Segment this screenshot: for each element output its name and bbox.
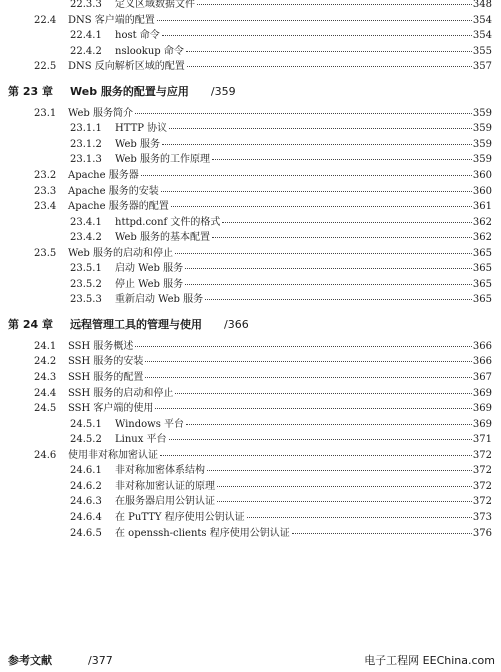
toc-number: 22.4.2 [70, 45, 102, 57]
toc-subsection-row[interactable] [0, 137, 501, 153]
toc-title: 非对称加密认证的原理 [115, 479, 216, 495]
toc-title: httpd.conf 文件的格式 [115, 215, 221, 231]
chapter-title: 远程管理工具的管理与使用 [70, 317, 202, 331]
dot-leader [217, 500, 472, 502]
toc-page-number: 359 [472, 154, 492, 166]
toc-page-number: 367 [472, 372, 492, 383]
toc-title: 在 PuTTY 程序使用公钥认证 [115, 510, 246, 526]
toc-subsection-row[interactable] [0, 417, 501, 433]
dot-leader [175, 392, 471, 394]
toc-subsection-row[interactable] [0, 28, 501, 44]
chapter-heading[interactable] [8, 82, 236, 102]
toc-number: 23.4 [34, 201, 57, 213]
dot-leader [160, 454, 472, 456]
toc-subsection-row[interactable] [0, 494, 501, 510]
toc-title: Web 服务的启动和停止 [68, 246, 174, 262]
dot-leader [169, 127, 472, 129]
toc-title: 定义区域数据文件 [115, 0, 196, 13]
toc-subsection-row[interactable] [0, 152, 501, 168]
toc-title: Apache 服务的安装 [68, 184, 160, 200]
dot-leader [171, 205, 472, 207]
chapter-title: Web 服务的配置与应用 [70, 84, 189, 98]
toc-number: 23.1.3 [70, 154, 102, 166]
toc-title: Linux 平台 [115, 432, 168, 448]
toc-section-row[interactable] [0, 448, 501, 464]
toc-title: 使用非对称加密认证 [68, 448, 159, 464]
toc-section-row[interactable] [0, 354, 501, 370]
dot-leader [197, 3, 472, 5]
toc-number: 24.5 [34, 403, 57, 415]
toc-title: Windows 平台 [115, 417, 185, 433]
dot-leader [161, 190, 472, 192]
dot-leader [141, 174, 472, 176]
toc-title: 非对称加密体系结构 [115, 463, 206, 479]
dot-leader [186, 50, 472, 52]
toc-page-number: 360 [472, 185, 492, 197]
toc-number: 23.2 [34, 169, 57, 181]
toc-page-number: 362 [472, 216, 492, 228]
toc-section-row[interactable] [0, 13, 501, 29]
toc-title: Web 服务简介 [68, 106, 134, 122]
toc-title: 在服务器启用公钥认证 [115, 494, 216, 510]
toc-number: 24.2 [34, 356, 57, 368]
toc-subsection-row[interactable] [0, 230, 501, 246]
dot-leader [145, 360, 471, 362]
toc-number: 24.6.3 [70, 496, 102, 508]
toc-page-number: 365 [472, 278, 492, 290]
toc-section-row[interactable] [0, 59, 501, 75]
chapter-page: /359 [210, 84, 236, 98]
toc-subsection-row[interactable] [0, 121, 501, 137]
toc-subsection-row[interactable] [0, 44, 501, 60]
toc-title: Apache 服务器 [68, 168, 140, 184]
toc-section-row[interactable] [0, 184, 501, 200]
dot-leader [247, 516, 472, 518]
toc-number: 23.3 [34, 185, 57, 197]
toc-title: HTTP 协议 [115, 121, 168, 137]
toc-subsection-row[interactable] [0, 215, 501, 231]
toc-page-number: 376 [472, 527, 492, 539]
toc-page-number: 348 [472, 0, 492, 10]
toc-page-number: 366 [472, 340, 492, 352]
dot-leader [162, 143, 472, 145]
toc-number: 24.6.5 [70, 527, 102, 539]
toc-title: SSH 服务的安装 [68, 354, 144, 370]
toc-number: 22.3.3 [70, 0, 102, 10]
toc-subsection-row[interactable] [0, 463, 501, 479]
toc-page-number: 359 [472, 138, 492, 150]
toc-title: Web 服务 [115, 137, 161, 153]
toc-page-number: 366 [472, 356, 492, 368]
dot-leader [212, 158, 472, 160]
toc-number: 23.5.2 [70, 278, 102, 290]
toc-subsection-row[interactable] [0, 479, 501, 495]
toc-title: Web 服务的工作原理 [115, 152, 211, 168]
toc-section-row[interactable] [0, 370, 501, 386]
toc-section-row[interactable] [0, 199, 501, 215]
toc-number: 23.5 [34, 247, 57, 259]
toc-number: 24.3 [34, 372, 57, 383]
toc-number: 22.4.1 [70, 30, 102, 42]
toc-title: Web 服务的基本配置 [115, 230, 211, 246]
toc-page-number: 372 [472, 465, 492, 477]
toc-page-number: 360 [472, 169, 492, 181]
dot-leader [185, 267, 472, 269]
toc-number: 23.4.2 [70, 232, 102, 244]
toc-subsection-row[interactable] [0, 0, 501, 13]
dot-leader [157, 19, 472, 21]
toc-section-row[interactable] [0, 106, 501, 122]
toc-page-number: 357 [472, 61, 492, 73]
dot-leader [135, 345, 471, 347]
chapter-number: 第 24 章 [8, 317, 53, 331]
toc-page-number: 369 [472, 403, 492, 415]
dot-leader [207, 469, 472, 471]
toc-title: 在 openssh-clients 程序使用公钥认证 [115, 526, 291, 542]
references-entry[interactable] [8, 651, 113, 671]
toc-page-number: 371 [472, 434, 492, 446]
references-page: /377 [88, 654, 113, 667]
toc-title: 停止 Web 服务 [115, 277, 184, 293]
dot-leader [162, 34, 472, 36]
toc-subsection-row[interactable] [0, 292, 501, 308]
toc-title: host 命令 [115, 28, 161, 44]
dot-leader [185, 283, 472, 285]
toc-section-row[interactable] [0, 386, 501, 402]
site-watermark: 电子工程网 EEChina.com [364, 654, 495, 667]
toc-number: 23.4.1 [70, 216, 102, 228]
toc-page-number: 372 [472, 496, 492, 508]
toc-page-number: 365 [472, 294, 492, 306]
toc-title: SSH 服务概述 [68, 339, 134, 355]
toc-page-number: 365 [472, 247, 492, 259]
dot-leader [187, 65, 472, 67]
toc-section-row[interactable] [0, 339, 501, 355]
toc-number: 22.4 [34, 14, 57, 26]
toc-subsection-row[interactable] [0, 526, 501, 542]
chapter-heading[interactable] [8, 315, 249, 335]
toc-page-number: 359 [472, 107, 492, 119]
dot-leader [205, 298, 472, 300]
toc-number: 24.1 [34, 340, 57, 352]
toc-title: DNS 客户端的配置 [68, 13, 156, 29]
toc-page-number: 369 [472, 387, 492, 399]
toc-page-number: 365 [472, 263, 492, 275]
dot-leader [155, 407, 471, 409]
toc-title: 启动 Web 服务 [115, 261, 184, 277]
toc-subsection-row[interactable] [0, 277, 501, 293]
toc-title: nslookup 命令 [115, 44, 185, 60]
toc-number: 24.6.1 [70, 465, 102, 477]
toc-title: Apache 服务器的配置 [68, 199, 170, 215]
toc-page-number: 369 [472, 418, 492, 430]
chapter-number: 第 23 章 [8, 84, 53, 98]
toc-page-number: 372 [472, 449, 492, 461]
toc-title: SSH 服务的启动和停止 [68, 386, 174, 402]
dot-leader [169, 438, 472, 440]
toc-number: 23.1 [34, 107, 57, 119]
toc-page-number: 362 [472, 232, 492, 244]
dot-leader [135, 112, 472, 114]
dot-leader [145, 376, 471, 378]
toc-number: 24.4 [34, 387, 57, 399]
toc-number: 23.1.1 [70, 123, 102, 135]
toc-page-number: 361 [472, 201, 492, 213]
dot-leader [292, 532, 472, 534]
dot-leader [186, 423, 472, 425]
toc-page-number: 354 [472, 14, 492, 26]
toc-number: 23.5.3 [70, 294, 102, 306]
toc-number: 23.5.1 [70, 263, 102, 275]
toc-number: 24.5.2 [70, 434, 102, 446]
toc-number: 23.1.2 [70, 138, 102, 150]
toc-page-number: 355 [472, 45, 492, 57]
toc-number: 24.6.4 [70, 511, 102, 523]
toc-number: 24.5.1 [70, 418, 102, 430]
toc-section-row[interactable] [0, 168, 501, 184]
toc-page-number: 354 [472, 30, 492, 42]
toc-page-number: 359 [472, 123, 492, 135]
toc-number: 24.6 [34, 449, 57, 461]
dot-leader [217, 485, 472, 487]
toc-page-number: 372 [472, 480, 492, 492]
dot-leader [222, 221, 472, 223]
toc-title: DNS 反向解析区域的配置 [68, 59, 186, 75]
toc-subsection-row[interactable] [0, 432, 501, 448]
toc-title: 重新启动 Web 服务 [115, 292, 204, 308]
toc-number: 22.5 [34, 61, 57, 73]
toc-page-number: 373 [472, 511, 492, 523]
chapter-page: /366 [224, 317, 249, 331]
toc-number: 24.6.2 [70, 480, 102, 492]
toc-section-row[interactable] [0, 246, 501, 262]
toc-subsection-row[interactable] [0, 261, 501, 277]
toc-title: SSH 服务的配置 [68, 370, 144, 386]
toc-title: SSH 客户端的使用 [68, 401, 154, 417]
toc-subsection-row[interactable] [0, 510, 501, 526]
dot-leader [175, 252, 472, 254]
toc-section-row[interactable] [0, 401, 501, 417]
dot-leader [212, 236, 472, 238]
references-label: 参考文献 [8, 654, 52, 667]
